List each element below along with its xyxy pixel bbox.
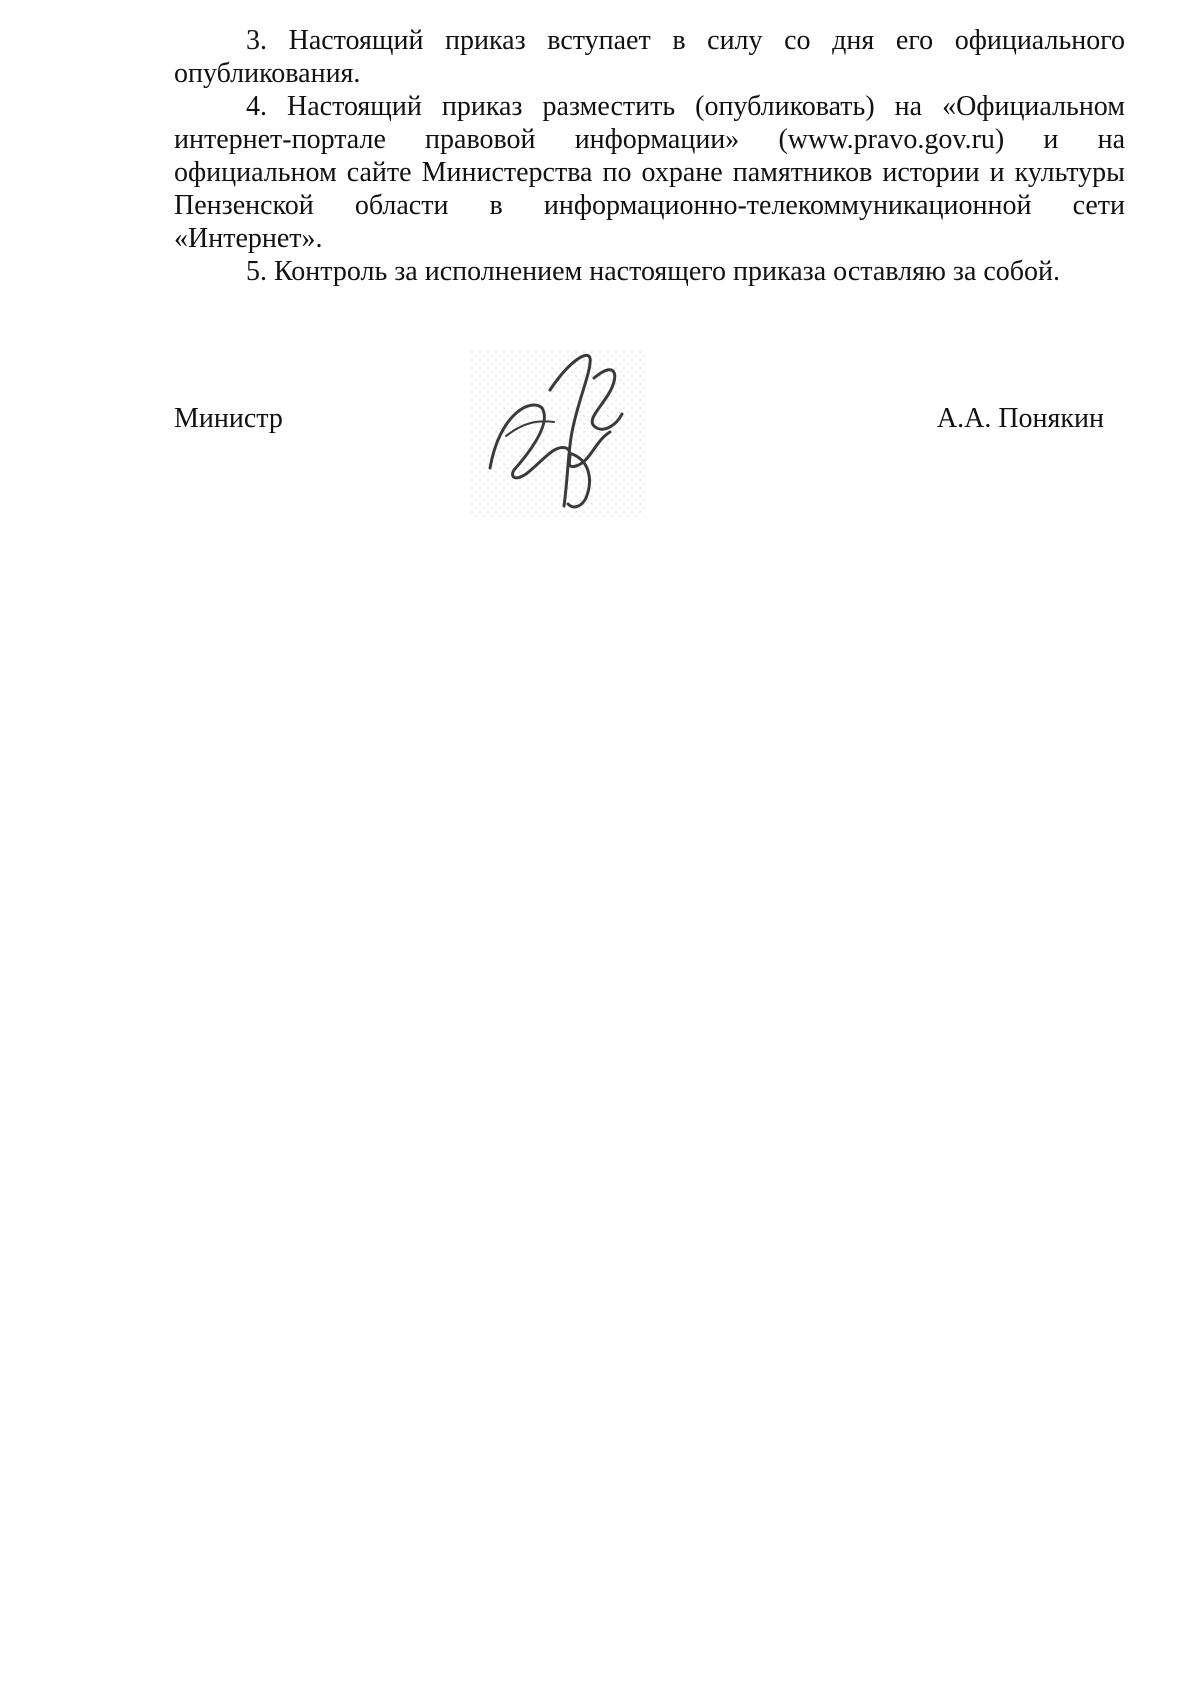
paragraph-4: 4. Настоящий приказ разместить (опубликовать) на «Официальном интернет-портале правовой информации» (www.pravo.gov.ru) и на официальном сайте Министерства по охране памятников истории и культуры Пензенской области в информационно-телекоммуникационной сети «Интернет». — [174, 91, 1125, 254]
signature-block — [174, 402, 1104, 442]
signer-position: Министр — [174, 403, 283, 434]
signer-name: А.А. Понякин — [936, 403, 1104, 434]
paragraph-3: 3. Настоящий приказ вступает в силу со дня его официального опубликования. — [174, 25, 1125, 89]
document-body — [174, 24, 1125, 288]
paragraph-5: 5. Контроль за исполнением настоящего приказа оставляю за собой. — [246, 256, 1061, 287]
